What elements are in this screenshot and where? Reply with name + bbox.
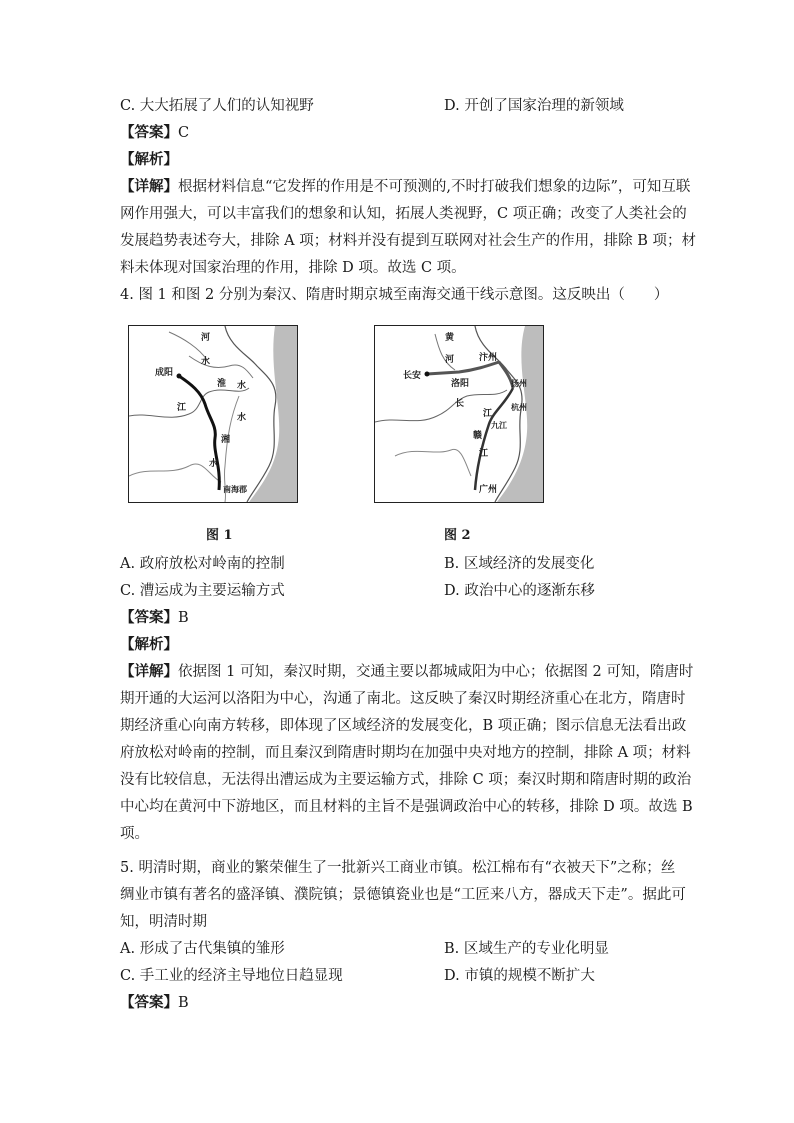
q5-answer [120, 993, 189, 1013]
route-west [427, 362, 499, 374]
figure-2-map [374, 325, 544, 503]
q4-analysis-tag: 【解析】 [120, 636, 178, 653]
label-he: 河 [201, 333, 211, 343]
label-huang: 黄 [445, 333, 455, 343]
label-shui-4: 水 [209, 459, 219, 469]
q5-option-a: A. 形成了古代集镇的雏形 [120, 941, 285, 957]
q5-stem-line-2: 绸业市镇有著名的盛泽镇、濮院镇；景德镇瓷业也是“工匠来八方，器成天下走”。据此可 [120, 887, 686, 903]
label-gan: 赣 [473, 431, 483, 441]
answer-tag: 【答案】 [120, 124, 178, 141]
q3-detail-line-2: 网作用强大，可以丰富我们的想象和认知，拓展人类视野，C 项正确；改变了人类社会的 [120, 206, 687, 222]
q5-stem-line-3: 知，明清时期 [120, 914, 207, 930]
label-changan: 长安 [403, 371, 422, 381]
q4-detail-line-7: 项。 [120, 826, 149, 842]
city-dot [177, 374, 182, 379]
label-jiang-2: 江 [479, 449, 489, 459]
figure-2-caption: 图 2 [444, 528, 471, 543]
q3-answer [120, 123, 189, 143]
figure-1-map [128, 325, 298, 503]
sea-area [249, 326, 297, 502]
q4-answer [120, 608, 189, 628]
q3-option-d: D. 开创了国家治理的新领域 [444, 98, 624, 114]
label-jiang: 江 [483, 409, 493, 419]
detail-text: 根据材料信息“它发挥的作用是不可预测的,不时打破我们想象的边际”，可知互联 [178, 179, 691, 195]
q4-detail-line-1 [120, 662, 694, 682]
label-chengyang: 成阳 [155, 368, 174, 378]
q3-analysis-tag: 【解析】 [120, 151, 178, 168]
q4-detail-line-5: 没有比较信息，无法得出漕运成为主要运输方式，排除 C 项；秦汉时期和隋唐时期的政治 [120, 772, 692, 788]
label-shui-1: 水 [201, 357, 211, 367]
label-chang: 长 [455, 399, 465, 409]
label-shui-2: 水 [237, 381, 247, 391]
label-bianzhou: 汴州 [479, 353, 498, 363]
q4-stem: 4. 图 1 和图 2 分别为秦汉、隋唐时期京城至南海交通干线示意图。这反映出（ ） [120, 287, 669, 303]
answer-tag: 【答案】 [120, 994, 178, 1011]
label-jiang: 江 [177, 403, 187, 413]
q3-detail-line-3: 发展趋势表述夸大，排除 A 项；材料并没有提到互联网对社会生产的作用，排除 B 项；材 [120, 233, 697, 249]
label-xiang: 湘 [221, 435, 231, 445]
detail-text: 依据图 1 可知，秦汉时期，交通主要以都城咸阳为中心；依据图 2 可知，隋唐时 [178, 664, 694, 680]
route-line [179, 376, 219, 490]
q4-detail-line-2: 期开通的大运河以洛阳为中心，沟通了南北。这反映了秦汉时期经济重心在北方，隋唐时 [120, 691, 686, 707]
answer-value: C [178, 125, 190, 141]
river-huai [189, 356, 253, 378]
q3-detail-line-4: 料未体现对国家治理的作用，排除 D 项。故选 C 项。 [120, 260, 466, 276]
q3-option-c: C. 大大拓展了人们的认知视野 [120, 98, 314, 114]
q4-option-b: B. 区域经济的发展变化 [444, 556, 595, 572]
answer-value: B [178, 995, 189, 1011]
q5-option-c: C. 手工业的经济主导地位日趋显现 [120, 968, 343, 984]
q4-detail-line-6: 中心均在黄河中下游地区，而且材料的主旨不是强调政治中心的转移，排除 D 项。故选 B [120, 799, 693, 815]
label-shui-3: 水 [237, 413, 247, 423]
q4-detail-line-3: 期经济重心向南方转移，即体现了区域经济的发展变化，B 项正确；图示信息无法看出政 [120, 718, 687, 734]
detail-tag: 【详解】 [120, 178, 178, 195]
q4-detail-line-4: 府放松对岭南的控制，而且秦汉到隋唐时期均在加强中央对地方的控制，排除 A 项；材料 [120, 745, 691, 761]
q4-option-d: D. 政治中心的逐渐东移 [444, 583, 595, 599]
label-luoyang: 洛阳 [451, 379, 470, 389]
river-west [129, 464, 221, 482]
figure-1-caption: 图 1 [206, 528, 233, 543]
label-hangzhou: 杭州 [511, 403, 527, 412]
label-huai: 淮 [217, 379, 227, 389]
label-jiujiang: 九江 [491, 421, 507, 430]
q5-option-d: D. 市镇的规模不断扩大 [444, 968, 595, 984]
q4-option-c: C. 漕运成为主要运输方式 [120, 583, 285, 599]
label-yangzhou: 扬州 [511, 379, 527, 388]
detail-tag: 【详解】 [120, 663, 178, 680]
label-nanhai: 南海郡 [223, 485, 247, 494]
label-guangzhou: 广州 [479, 485, 498, 495]
q3-detail-line-1 [120, 177, 691, 197]
q5-stem-line-1: 5. 明清时期，商业的繁荣催生了一批新兴工商业市镇。松江棉布有“衣被天下”之称；丝 [120, 860, 676, 876]
answer-value: B [178, 610, 189, 626]
river-west [395, 449, 471, 476]
river-yangtze [129, 388, 249, 417]
q5-option-b: B. 区域生产的专业化明显 [444, 941, 609, 957]
label-he: 河 [445, 355, 455, 365]
q4-option-a: A. 政府放松对岭南的控制 [120, 556, 285, 572]
city-dot [425, 372, 430, 377]
answer-tag: 【答案】 [120, 609, 178, 626]
